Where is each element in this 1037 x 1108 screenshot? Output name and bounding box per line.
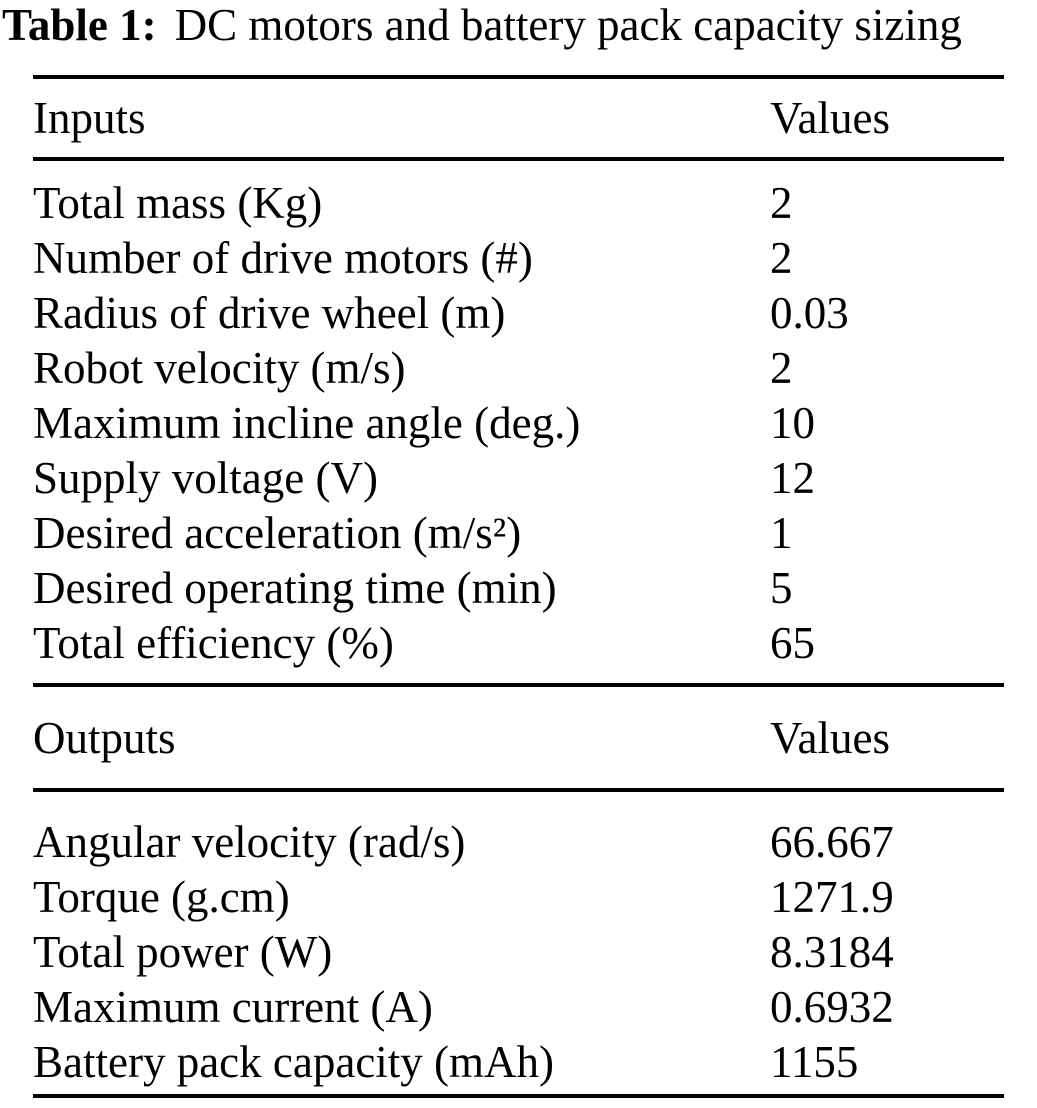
inputs-rowgroup: [33, 161, 1004, 683]
table-row: [33, 980, 1004, 1035]
table-row: [33, 925, 1004, 980]
row-label: Number of drive motors (#): [33, 233, 533, 283]
row-value: 1155: [770, 1037, 859, 1087]
table-row: [33, 286, 1004, 341]
row-label: Maximum incline angle (deg.): [33, 398, 581, 448]
table-row: [33, 870, 1004, 925]
inputs-header-values: Values: [770, 93, 890, 143]
row-label: Robot velocity (m/s): [33, 343, 406, 393]
row-label: Angular velocity (rad/s): [33, 817, 466, 867]
row-value: 1271.9: [770, 872, 894, 922]
row-value: 2: [770, 233, 793, 283]
row-value: 0.6932: [770, 982, 894, 1032]
row-value: 5: [770, 563, 793, 613]
table-row: [33, 176, 1004, 231]
row-label: Total power (W): [33, 927, 333, 977]
table-row: [33, 506, 1004, 561]
table-row: [33, 1035, 1004, 1090]
table-row: [33, 341, 1004, 396]
row-label: Desired acceleration (m/s²): [33, 508, 522, 558]
outputs-header-values: Values: [770, 712, 890, 763]
table-rule-bottom: [33, 1094, 1004, 1098]
table-caption: [2, 0, 962, 53]
row-value: 2: [770, 343, 793, 393]
row-label: Torque (g.cm): [33, 872, 290, 922]
outputs-header-label: Outputs: [33, 712, 176, 763]
row-value: 12: [770, 453, 815, 503]
row-label: Total efficiency (%): [33, 618, 394, 668]
table-row: [33, 616, 1004, 671]
row-value: 66.667: [770, 817, 894, 867]
table-row: [33, 396, 1004, 451]
row-value: 1: [770, 508, 793, 558]
outputs-rowgroup: [33, 792, 1004, 1094]
data-table: [33, 75, 1004, 1098]
row-value: 65: [770, 618, 815, 668]
row-value: 10: [770, 398, 815, 448]
inputs-header-row: [33, 79, 1004, 157]
row-label: Battery pack capacity (mAh): [33, 1037, 555, 1087]
table-row: [33, 561, 1004, 616]
table-caption-number: Table 1:: [2, 0, 157, 50]
inputs-header-label: Inputs: [33, 93, 146, 143]
row-value: 2: [770, 178, 793, 228]
table-row: [33, 815, 1004, 870]
row-label: Supply voltage (V): [33, 453, 378, 503]
table-row: [33, 451, 1004, 506]
row-label: Radius of drive wheel (m): [33, 288, 506, 338]
row-label: Desired operating time (min): [33, 563, 557, 613]
table-caption-text: DC motors and battery pack capacity sizing: [174, 0, 962, 50]
outputs-header-row: [33, 687, 1004, 788]
row-label: Total mass (Kg): [33, 178, 323, 228]
row-value: 8.3184: [770, 927, 894, 977]
table-row: [33, 231, 1004, 286]
row-value: 0.03: [770, 288, 849, 338]
row-label: Maximum current (A): [33, 982, 433, 1032]
